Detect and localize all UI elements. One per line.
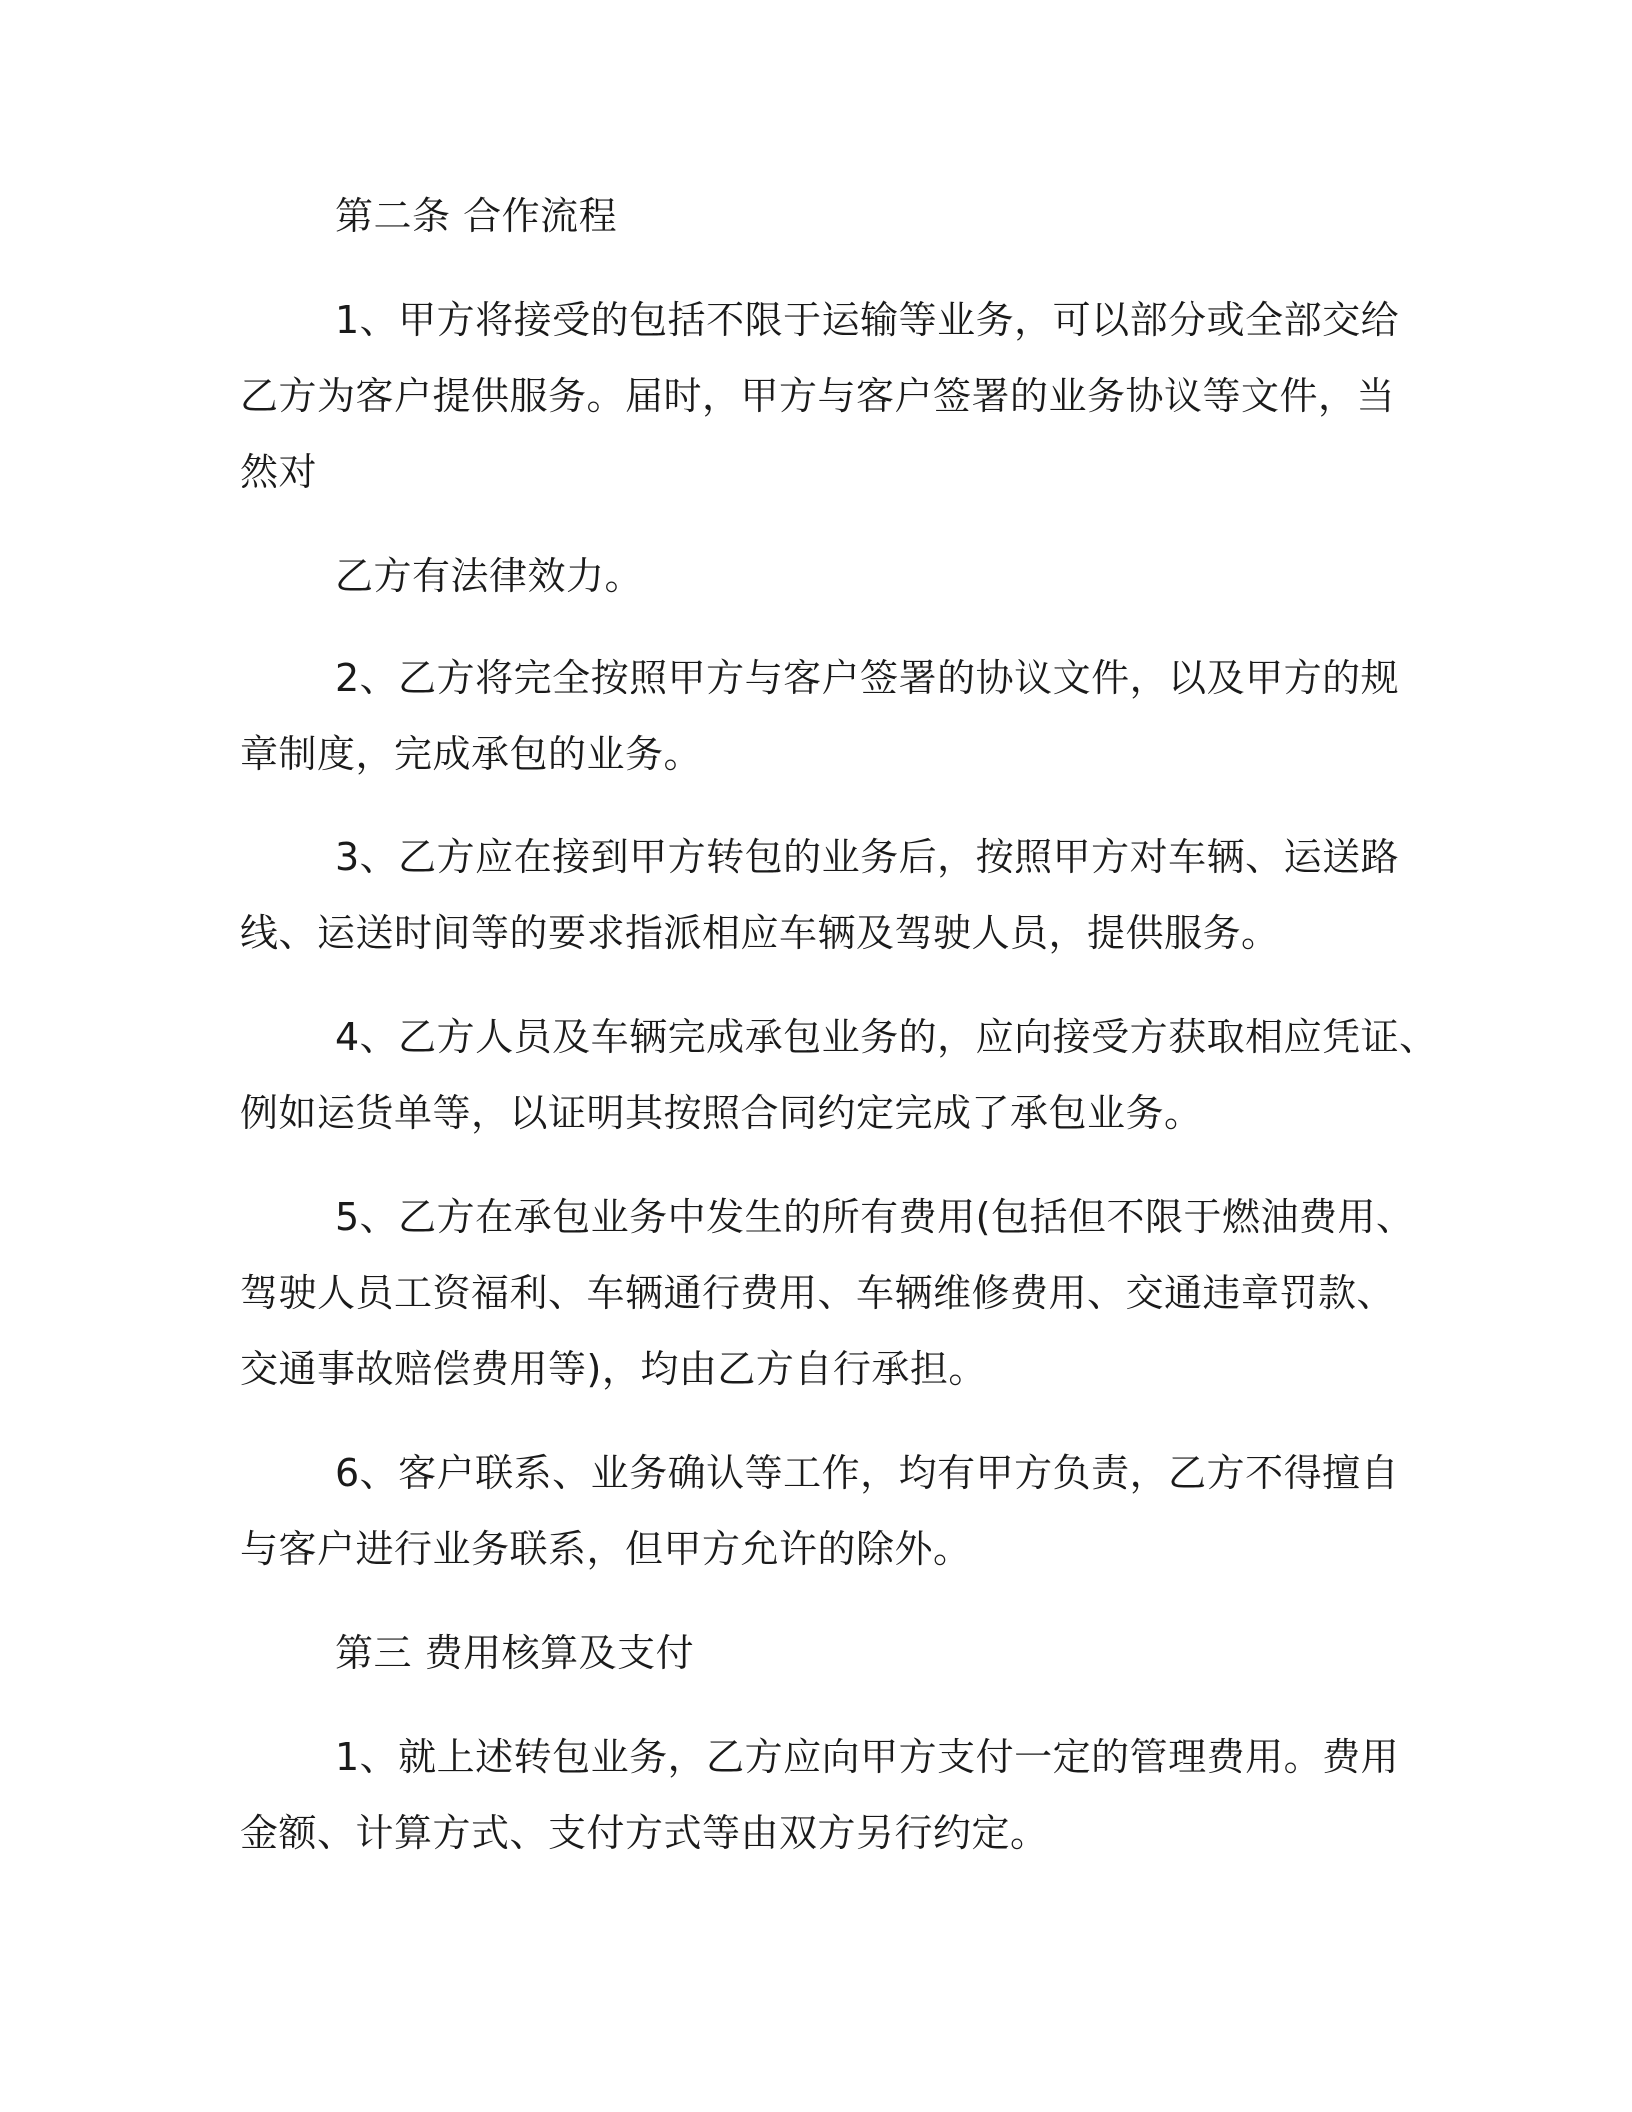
paragraph-line: 金额、计算方式、支付方式等由双方另行约定。 <box>240 1811 1049 1855</box>
paragraph-line: 3、乙方应在接到甲方转包的业务后，按照甲方对车辆、运送路 <box>335 835 1400 879</box>
paragraph-line: 章制度，完成承包的业务。 <box>240 732 703 776</box>
paragraph-line: 与客户进行业务联系，但甲方允许的除外。 <box>240 1527 972 1571</box>
paragraph-line: 1、甲方将接受的包括不限于运输等业务，可以部分或全部交给 <box>335 298 1400 342</box>
section-heading: 第二条 合作流程 <box>335 194 618 238</box>
paragraph-line: 驾驶人员工资福利、车辆通行费用、车辆维修费用、交通违章罚款、 <box>240 1271 1396 1315</box>
paragraph-line: 例如运货单等，以证明其按照合同约定完成了承包业务。 <box>240 1091 1203 1135</box>
paragraph-line: 交通事故赔偿费用等)，均由乙方自行承担。 <box>240 1347 987 1391</box>
paragraph-line: 5、乙方在承包业务中发生的所有费用(包括但不限于燃油费用、 <box>335 1195 1415 1239</box>
paragraph-line: 2、乙方将完全按照甲方与客户签署的协议文件，以及甲方的规 <box>335 656 1400 700</box>
paragraph-line: 6、客户联系、业务确认等工作，均有甲方负责，乙方不得擅自 <box>335 1451 1400 1495</box>
section-heading: 第三 费用核算及支付 <box>335 1631 695 1675</box>
paragraph-line: 乙方有法律效力。 <box>335 554 644 598</box>
paragraph-line: 线、运送时间等的要求指派相应车辆及驾驶人员，提供服务。 <box>240 911 1280 955</box>
paragraph-line: 1、就上述转包业务，乙方应向甲方支付一定的管理费用。费用 <box>335 1735 1400 1779</box>
paragraph-line: 4、乙方人员及车辆完成承包业务的，应向接受方获取相应凭证、 <box>335 1015 1438 1059</box>
paragraph-line: 然对 <box>240 450 318 494</box>
paragraph-line: 乙方为客户提供服务。届时，甲方与客户签署的业务协议等文件，当 <box>240 374 1396 418</box>
